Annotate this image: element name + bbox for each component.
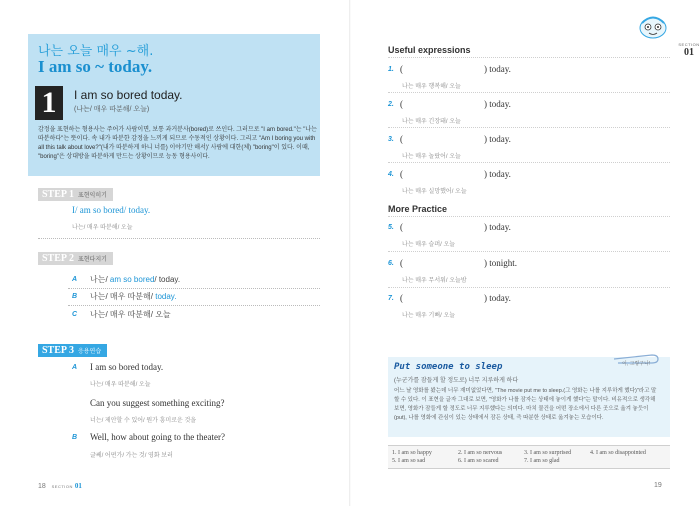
useful-2-open: (	[400, 99, 403, 109]
divider	[388, 57, 670, 58]
step2-marker-b: B	[72, 293, 78, 300]
folio-section-number: 01	[74, 482, 82, 490]
divider	[388, 287, 670, 288]
useful-4-open: (	[400, 169, 403, 179]
tip-body: 어느 날 영화를 봤는데 너무 재미없었다면, "The movie put me to sleep.(그 영화는 나를 지루하게 했다)"라고 말할 수 있다. 이 표현을 글자 그대로 보면, "영화가 나를 잠자는 상태에 놓이게 했다"는 말이다. 비유적으로 생각해보면, 영화가 잠들게 할 정도로 너무 지루했다는 의미다. 마치 물건을 어떤 장소에서 다른 곳으로 옮겨 놓듯이(put), 나를 영화에 관심이 있는 상태에서 잠든 상태, 즉 따분한 상태로 옮겨놓는 모습이다.	[394, 388, 657, 421]
step1-label	[38, 188, 113, 201]
lesson-number: 1	[35, 86, 63, 120]
step1-korean: 나는/ 매우 따분해/ 오늘	[72, 225, 133, 231]
answer-item: 6. I am so scared	[458, 458, 499, 464]
step2-line-a-highlight: am so bored	[109, 275, 155, 284]
step2-line-a-pre: 나는/	[90, 275, 108, 284]
step3-marker-b: B	[72, 434, 78, 441]
step3-a-korean: 나는/ 매우 따분해/ 오늘	[90, 382, 151, 388]
tip-box	[388, 357, 670, 437]
answer-item	[590, 457, 656, 465]
intro-paragraph: 감정을 표현하는 형용사는 주어가 사람이면, 보통 과거분사(bored)로 쓰인다. 그러므로 "I am bored."는 "나는 따분하다"는 뜻이다. 속 내가 따분한 감정을 느끼게 되므로 수동적인 상황이다. 그리고 "Am I boring you with all this talk about love?"(내가 따분하게 하니 너를) 이야기만 해서)' 사람에 대한(체) "boring"이 있다. 이때, "boring"은 상대방을 따분하게 만드는 상황이므로 능동 형용사이다.	[38, 127, 317, 160]
useful-3-korean: 나는 매우 놀랐어/ 오늘	[402, 154, 461, 160]
practice-5-close: ) today.	[484, 222, 511, 232]
useful-3-open: (	[400, 134, 403, 144]
divider	[388, 127, 670, 128]
answer-item: 5. I am so sad	[392, 458, 426, 464]
useful-1-close: ) today.	[484, 64, 511, 74]
step3-a-english: I am so bored today.	[90, 362, 164, 372]
useful-4-korean: 나는 매우 실망했어/ 오늘	[402, 189, 467, 195]
answer-row	[392, 449, 670, 457]
step2-line-b	[90, 291, 176, 302]
step3-b-english: Well, how about going to the theater?	[90, 432, 225, 442]
practice-5-number: 5.	[388, 224, 394, 231]
practice-7-close: ) today.	[484, 293, 511, 303]
step2-line-c: 나는/ 매우 따분해/ 오늘	[90, 310, 171, 319]
useful-2-number: 2.	[388, 101, 394, 108]
step2-line-b-pre: 나는/ 매우 따분해/	[90, 292, 153, 301]
answer-item: 4. I am so disappointed	[590, 450, 646, 456]
useful-expressions-heading: Useful expressions	[388, 45, 471, 55]
section-tab-number: 01	[684, 47, 694, 58]
step2-line-a	[90, 274, 180, 285]
folio-section-label: SECTION	[51, 484, 73, 489]
step3-label	[38, 344, 107, 357]
lesson-translation: (나는/ 매우 따분해/ 오늘)	[74, 106, 150, 113]
useful-4-number: 4.	[388, 171, 394, 178]
divider	[388, 251, 670, 252]
useful-2-korean: 나는 매우 긴장돼/ 오늘	[402, 119, 461, 125]
practice-7-korean: 나는 매우 기뻐/ 오늘	[402, 313, 456, 319]
step3-marker-a: A	[72, 364, 78, 371]
practice-7-open: (	[400, 293, 403, 303]
more-practice-heading: More Practice	[388, 204, 448, 214]
step2-tag: 표현다지기	[77, 257, 107, 263]
divider	[388, 92, 670, 93]
step1-tag: 표현익히기	[77, 193, 107, 199]
answer-item: 7. I am so glad	[524, 458, 560, 464]
step2-marker-c: C	[72, 311, 78, 318]
useful-1-open: (	[400, 64, 403, 74]
page-number: 18	[38, 483, 46, 490]
lesson-title: I am so bored today.	[74, 88, 183, 102]
clip-note: 이, 그렇구나!	[622, 361, 651, 367]
step2-label	[38, 252, 113, 265]
tip-title: Put someone to sleep	[394, 362, 503, 372]
useful-4-close: ) today.	[484, 169, 511, 179]
practice-6-number: 6.	[388, 260, 394, 267]
practice-6-close: ) tonight.	[484, 258, 517, 268]
step2-line-a-post: / today.	[154, 275, 181, 284]
step2-line-b-highlight: today.	[155, 292, 177, 301]
useful-3-number: 3.	[388, 136, 394, 143]
step1-sentence: I/ am so bored/ today.	[72, 205, 151, 215]
page-folio-left	[38, 482, 82, 490]
step3-a2-korean: 너는/ 제안할 수 있어/ 뭔가 흥미로운 것을	[90, 418, 197, 424]
practice-6-open: (	[400, 258, 403, 268]
answer-row	[392, 457, 670, 465]
tip-subtitle: (누군가를 잠들게 할 정도로) 너무 지루하게 하다	[394, 378, 519, 384]
banner-subtitle: 나는 오늘 매우 ~해.	[38, 44, 154, 59]
divider	[68, 305, 320, 306]
section-tab	[678, 42, 700, 58]
section-tab-label: SECTION	[678, 42, 700, 47]
useful-3-close: ) today.	[484, 134, 511, 144]
useful-1-number: 1.	[388, 66, 394, 73]
page-number: 19	[654, 482, 662, 489]
answer-key	[388, 445, 670, 469]
practice-6-korean: 나는 매우 무서워/ 오늘밤	[402, 278, 467, 284]
practice-5-korean: 나는 매우 슬퍼/ 오늘	[402, 242, 456, 248]
divider	[388, 162, 670, 163]
useful-2-close: ) today.	[484, 99, 511, 109]
banner-title: I am so ~ today.	[38, 57, 153, 76]
step3-b-korean: 글쎄/ 어떤가/ 가는 것/ 영화 보러	[90, 453, 173, 459]
divider	[38, 238, 320, 239]
divider	[388, 216, 670, 217]
practice-7-number: 7.	[388, 295, 394, 302]
step2-title: STEP 2	[42, 253, 74, 264]
divider	[68, 288, 320, 289]
useful-1-korean: 나는 매우 행복해/ 오늘	[402, 84, 461, 90]
answer-item: 2. I am so nervous	[458, 450, 503, 456]
answer-item: 1. I am so happy	[392, 450, 432, 456]
step3-tag: 응용연습	[77, 349, 102, 355]
step3-title: STEP 3	[42, 345, 74, 356]
mascot-icon	[637, 14, 669, 40]
step1-title: STEP 1	[42, 189, 74, 200]
right-page	[350, 0, 700, 506]
practice-5-open: (	[400, 222, 403, 232]
answer-item: 3. I am so surprised	[524, 450, 572, 456]
step2-marker-a: A	[72, 276, 78, 283]
step3-a2-english: Can you suggest something exciting?	[90, 398, 225, 408]
